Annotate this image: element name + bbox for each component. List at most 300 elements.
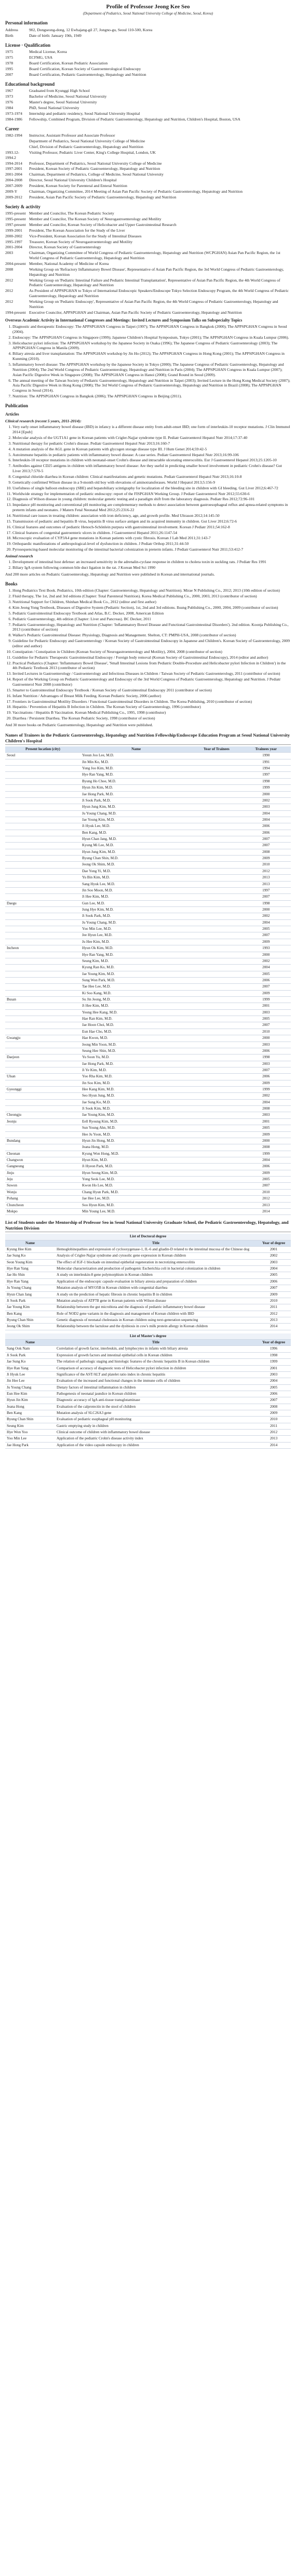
table-cell: Incheon [5,945,80,952]
table-cell: 2000 [241,952,291,958]
entry-text: Internship and pediatric residency, Seoul National University Hospital [29,111,140,116]
list-item: 2. Biliary IgA system following common bile duct ligation in the rat. J Korean Med Sci 1990 [12,565,291,570]
table-cell: Ben Kang [5,1410,55,1417]
table-cell: 1999 [241,1151,291,1157]
list-item: 1. Diagnostic and therapeutic Endoscopy: The APPSPGHAN Congress in Taipei (1997); The APPSPGHAN Congress in Bangkok (2000); The APPSPGHAN Congress in Seoul (2004). [12,324,291,335]
table-cell: Ji Hee Kim, M.D. [80,1003,192,1009]
table-cell: Jae Young Kim [5,1304,55,1311]
trainee-row [5,785,291,791]
master-table [5,1333,291,1449]
table-cell: Hyun Kim, M.D. [80,1157,192,1164]
table-cell [192,952,241,958]
table-cell [192,913,241,919]
table-cell [5,849,80,855]
entry-row [5,183,291,189]
trainee-row [5,766,291,772]
list-item: 7. Nutrition: The APPSPGHAN Congress in Bangkok (2006); The APPSPGHAN Congress in Beijing (2011). [12,394,291,399]
trainee-row [5,836,291,843]
list-item: 12. Diagnosis of Wilson disease in young children: molecular genetic testing and a paradigm shift from the laboratory diagnosis. Pediatr Res 2012;72:96-101 [12,497,291,502]
table-cell: Jeong Ok Shim, M.D. [80,862,192,868]
trainee-row [5,1061,291,1067]
table-cell: Hae Ran Kim, M.D. [80,1016,192,1022]
table-cell: Jeong Min Yoon, M.D. [80,1042,192,1048]
entry-text: Board Certification, Pediatric Gastroenterology, Hepatology and Nutrition [29,72,146,77]
trainee-row [5,945,291,952]
table-cell [192,984,241,990]
list-item: 17. Clinical features of congenital gastroenteric ulcers in children. J Gastroenterol Hepatol 2011;26:1147-54 [12,530,291,536]
table-cell: Yong Joo Kim, M.D. [80,766,192,772]
table-cell: Kyung Mi Lee, M.D. [80,843,192,849]
table-cell: Mokpo [5,1208,80,1214]
trainee-row [5,868,291,874]
table-cell: 1999 [257,1359,291,1365]
table-cell: Evaluation of the increased and functional changes in the immune cells of children [55,1378,257,1384]
table-cell: A study on the prediction of hepatic fibrosis in chronic hepatitis B in children [55,1291,257,1298]
table-cell [192,887,241,893]
list-item: 5. Pediatric Gastrointestinal Endoscopy Textbook and Atlas, B.C. Decker, 2008, American Edition [12,611,291,616]
list-item: 18. Microscopic evaluation of CYP3A4 gene mutations in Korean patients with cystic fibrosis. Korean J Lab Med 2011;31:143-7 [12,536,291,541]
table-cell [192,797,241,804]
list-item: 1. Very early onset inflammatory bowel disease (IBD) in infancy is a different disease entity from adult-onset IBD; one form of interleukin-10 receptor mutations. J Clin Immunol 2014 [Epub] [12,424,291,435]
entry-text: Working Group on 'Refractory Inflammatory Bowel Disease', Representative of Asian Pan Pacific Region, the 3rd World Congress of Pediatric Gastroenterology, Hepatology and Nutrition [29,266,284,277]
table-cell [192,939,241,945]
animal-heading: Animal research [5,554,33,559]
table-cell [192,1003,241,1009]
table-cell: 2004 [241,817,291,823]
entry-text: PhD, Seoul National University [29,105,79,111]
list-item: 9. Guideline for Pediatric Endoscopy and Gastroenterology / Korean Society of Gastrointestinal Endoscopy in Japanese and Children's. Korean Society of Gastroenterology, 2009 (editor and author) [12,638,291,649]
table-cell [5,965,80,971]
table-cell: Mutation analysis of ATP7B gene in Korean patients with Wilson disease [55,1298,257,1304]
table-cell [5,1131,80,1138]
entry-year [5,144,26,150]
trainees-col-year-of-trainees: Year of Trainees [192,746,241,753]
table-cell: Chuncheon [5,1202,80,1208]
trainee-row [5,1080,291,1086]
table-cell: Jae Young Kim, M.D. [80,971,192,977]
table-cell [192,1151,241,1157]
doctoral-row [5,1272,291,1278]
table-cell: Hyun Chan Jang, M.D. [80,836,192,843]
table-cell: Application of the video capsule endoscopy in children [55,1442,257,1448]
table-cell: 2005 [241,1125,291,1131]
entry-text: Instructor, Assistant Professor and Associate Professor [29,133,115,138]
master-col-year: Year of degree [257,1340,291,1346]
trainee-row [5,1099,291,1105]
list-item: 8. Walker's Pediatric Gastrointestinal Disease: Physiology, Diagnosis and Management. Shelton, CT: PMPH-USA, 2008 (contributor of section) [12,633,291,638]
trainee-row [5,810,291,817]
trainee-row [5,926,291,932]
entry-row [5,61,291,66]
table-cell [5,894,80,900]
doctoral-col-title: Title [55,1240,257,1246]
entry-text: Director, Seoul National University Children's Hospital [29,178,117,183]
table-cell [5,804,80,810]
table-cell [5,1080,80,1086]
entry-row [5,111,291,116]
trainee-row [5,1042,291,1048]
table-cell: Jeju [5,1177,80,1183]
entry-text: Bachelor of Medicine, Seoul National University [29,94,107,99]
trainees-col-name: Name [80,746,192,753]
entry-text: Chairman, Organizing Committee, 2014 Meeting of Asian Pan Pacific Society of Pediatric Gastroenterology, Hepatology and Nutrition [29,189,243,194]
table-cell [5,875,80,881]
table-cell: Yu Soon Yu, M.D. [80,1055,192,1061]
table-cell: 2007 [241,1183,291,1189]
table-cell [5,759,80,765]
table-cell: 2005 [241,971,291,977]
entry-row [5,211,291,216]
trainee-row [5,894,291,900]
table-cell [192,1157,241,1164]
table-cell: Hye Ran Yang [5,1365,55,1371]
list-item: 17. Frontiers in Gastrointestinal Motility Disorders / Functional Gastrointestinal Disorders in Children. The Korea Publishing, 2010 (contributor of section) [12,699,291,704]
entry-year: 1967 [5,88,14,94]
table-cell [192,1080,241,1086]
entry-text: President, Asian Pan Pacific Society of Pediatric Gastroenterology, Hepatology and Nutrition [29,194,177,199]
entry-row [5,261,291,266]
table-cell: 2006 [257,1278,291,1285]
trainee-row [5,1208,291,1214]
master-row [5,1404,291,1410]
table-cell [192,1042,241,1048]
entry-row [5,234,291,239]
entry-text: Treasurer, Korean Society of Neurogastroenterology and Motility [29,239,133,244]
table-cell: Ji Hyuk Lee [5,1371,55,1378]
table-cell: Application of the endoscopic capsule evaluation in biliary atresia and preparation of children [55,1278,257,1285]
table-cell: Relationship between the gut microbiota and the diagnosis of pediatric inflammatory bowel disease [55,1304,257,1311]
table-cell [192,1183,241,1189]
table-cell: Yoo Min Lee, M.D. [80,926,192,932]
entry-year: Address [5,28,18,33]
table-cell: Jae Ho Shin [5,1272,55,1278]
table-cell: Ju Young Chang, M.D. [80,919,192,926]
list-item: 4. Biliary atresia and liver transplantation: The APPSPGHAN workshop by Jin Ho (2012); The APPSPGHAN Congress in Hong Kong (2001); The APPSPGHAN Congress in Kunming (2010). [12,351,291,362]
trainee-row [5,919,291,926]
table-cell: 1996 [257,1346,291,1352]
doctoral-row [5,1317,291,1324]
list-item: 4. Kim Jeong Yong Textbook, Diseases of Digestive System (Pediatric Section), 1st, 2nd and 3rd editions. Ilsung Publishing Co., 2000, 2004, 2009 (contributor of section) [12,605,291,610]
table-cell [5,952,80,958]
entry-row [5,178,291,183]
table-cell: Molecular characterization and production of pathogenic Escherichia coli in bacterial colonization in children [55,1266,257,1272]
table-cell [5,906,80,913]
entry-year: 1995-present [5,217,26,222]
table-cell: 2003 [241,1112,291,1118]
table-cell [192,823,241,830]
master-row [5,1423,291,1429]
table-cell: Hyun Jin Kim [5,1397,55,1404]
table-cell [5,1106,80,1112]
doctoral-row [5,1324,291,1330]
table-cell: Ji Sook Kim, M.D. [80,1106,192,1112]
table-cell: Eun Hee Kim [5,1391,55,1397]
table-cell: Significance of the AST/ALT and platelet ratio index in chronic hepatitis [55,1371,257,1378]
table-cell: Evaluation of the calprotectin in the stool of children [55,1404,257,1410]
table-cell: 2013 [257,1317,291,1324]
table-cell [5,797,80,804]
table-cell [192,1099,241,1105]
table-cell [5,817,80,823]
table-cell [192,1118,241,1125]
trainee-row [5,952,291,958]
table-cell: Bundang [5,1138,80,1144]
table-cell: 2003 [241,804,291,810]
table-cell [192,830,241,836]
master-row [5,1352,291,1358]
table-cell: 2001 [257,1365,291,1371]
table-cell: 2004 [241,919,291,926]
table-cell: 2007 [257,1397,291,1404]
table-cell: 1998 [241,778,291,784]
table-cell [192,977,241,983]
table-cell: Hye Won Yoo [5,1430,55,1436]
list-item: 5. Autoimmune hepatitis in pediatric patients with inflammatory bowel disease: A case series. Pediatr Gastroenterol Hepatol Nutr 2013;16:99-106 [12,452,291,458]
table-cell: Hye Ran Yang [5,1278,55,1285]
master-row [5,1430,291,1436]
entry-text: Graduated from Kyunggi High School [29,88,90,94]
entry-year: 1976 [5,100,14,105]
list-item: 3. Helicobacter pylori infection: The APPSPGHAN workshop by the Japanese Society in Osaka (1996); The Japanese Congress of Pediatric Gastroenterology (2003); The APPSPGHAN Congress in Manila (2009). [12,341,291,351]
entry-year: 2001-2004 [5,172,22,177]
table-cell: 2006 [241,823,291,830]
table-cell: 2009 [257,1291,291,1298]
table-cell [5,1022,80,1029]
master-row [5,1391,291,1397]
table-cell: Dae Yong Yi, M.D. [80,868,192,874]
trainee-row [5,1202,291,1208]
table-cell: 2004 [241,965,291,971]
table-cell: 2007 [257,1285,291,1291]
table-cell: Ben Kang [5,1311,55,1317]
table-cell: Hae Kwon, M.D. [80,1035,192,1042]
table-cell [5,971,80,977]
table-cell [192,1022,241,1029]
table-cell: Jae Young Kim, M.D. [80,817,192,823]
table-cell [5,778,80,784]
table-cell [5,1144,80,1151]
table-cell: Genetic diagnosis of neonatal cholestasis in Korean children using next-generation sequencing [55,1317,257,1324]
master-row [5,1346,291,1352]
table-cell: 2005 [257,1272,291,1278]
table-cell [192,868,241,874]
table-cell [192,875,241,881]
profile-page [5,0,291,1449]
entry-text: 902, Dongseong-dong, 12 Ewhajang-gil 27, Jongno-gu, Seoul 110-500, Korea [29,28,153,33]
table-cell [5,1099,80,1105]
entry-text: Working Group on 'Pediatric Intestinal Failure and Pediatric Intestinal Transplantation', Representative of Asian Pan Pacific Region, the 4th World Congress of Pediatric Gastroenterology, Hepatology and Nutrition [29,277,280,288]
table-cell: Jeana Hong, M.D. [80,1144,192,1151]
overseas-list [5,324,291,399]
table-cell: Sang Hyuk Lee, M.D. [80,881,192,887]
entry-row [5,49,291,55]
entry-year: 1984 [5,105,14,111]
trainee-row [5,753,291,759]
table-cell [192,1196,241,1202]
trainees-col-trainees-year: Trainees year [241,746,291,753]
table-cell: 2005 [257,1384,291,1391]
table-cell [192,1067,241,1073]
table-cell: Seung Kim, M.D. [80,958,192,964]
table-cell: Jeong Ok Shim [5,1324,55,1330]
trainee-row [5,759,291,765]
entry-row [5,88,291,94]
entry-year: 1978 [5,61,14,66]
doctoral-table [5,1234,291,1330]
list-item: 6. The annual meeting of the Taiwan Society of Pediatric Gastroenterology, Hepatology and Nutrition in Taipei (2003); Invited Lecture in the Hong Kong Medical Society (2007); Asia Pacific Digestive Week in Hong Kong (2008); The 3rd World Congress of Pediatric Gastroenterology, Hepatology and Nutrition in Brazil (2008); The APPSPGHAN Congress in Seoul (2014). [12,378,291,394]
table-cell: 1997 [241,887,291,893]
entry-year: 2009-Y [5,189,18,194]
table-cell [5,1009,80,1016]
table-cell [192,1106,241,1112]
table-cell: 2007 [241,894,291,900]
table-cell: 2013 [241,1202,291,1208]
entry-text: Chairman, Department of Pediatrics, College of Medicine, Seoul National University [29,172,164,177]
trainee-row [5,913,291,919]
table-cell: Hyun Jung Kim, M.D. [80,804,192,810]
table-cell: Jinju [5,1170,80,1176]
entry-text: ECFMG, USA [29,55,53,60]
table-cell: Ji Hee Kim, M.D. [80,894,192,900]
table-cell: 2013 [257,1436,291,1442]
table-cell [192,900,241,906]
career-list [5,133,291,199]
list-item: 7. Pediatric Gastroenterology, Hepatology and Nutrition (Chapter: 'Inflammatory Bowel Disease and Functional Gastrointestinal Disorders'). 2nd edition. Koonja Publishing Co., 2013 (contributor of section) [12,622,291,633]
table-cell: Hyun Chan Jang [5,1291,55,1298]
table-cell [192,881,241,887]
table-cell: Pathogenesis of neonatal jaundice in Korean children [55,1391,257,1397]
table-cell: 2009 [241,939,291,945]
trainee-row [5,804,291,810]
table-cell: 2000 [241,1035,291,1042]
table-cell [192,1074,241,1080]
entry-year: 1994-2014 [5,161,22,166]
table-cell [192,1029,241,1035]
table-cell: 2010 [257,1417,291,1423]
table-cell [192,1055,241,1061]
table-cell: 2004 [257,1378,291,1384]
table-cell [5,856,80,862]
table-cell: 1998 [241,900,291,906]
entry-text: Date of birth: January 19th, 1949 [29,33,82,38]
doctoral-body [5,1247,291,1330]
trainee-row [5,1157,291,1164]
table-cell: The relation of pathologic staging and histologic features of the chronic hepatitis B in Korean children [55,1359,257,1365]
table-cell: 2003 [241,1061,291,1067]
table-cell: 2007 [241,843,291,849]
entry-year: 1994-present [5,310,26,315]
table-cell: 2002 [241,913,291,919]
table-cell [192,990,241,996]
table-cell: Ju Young Chang [5,1384,55,1391]
trainee-row [5,932,291,939]
table-cell: Wonju [5,1189,80,1195]
trainee-row [5,1196,291,1202]
table-cell: 2011 [257,1304,291,1311]
table-cell: Pohang [5,1196,80,1202]
table-cell: Jae Hong Park, M.D. [80,791,192,797]
entry-year: 2009-2012 [5,194,22,199]
table-cell: 2013 [241,875,291,881]
table-cell: Eell Ryoung Kim, M.D. [80,1118,192,1125]
table-cell: 2012 [257,1430,291,1436]
list-item: 20. Pyrosequencing-based molecular monitoring of the intestinal bacterial colonization in preterm infants. J Pediatr Gastroenterol Nutr 2011;53:412-7 [12,547,291,552]
table-cell: Yeoun Joo Lee, M.D. [80,753,192,759]
entry-row [5,195,291,200]
trainee-row [5,977,291,983]
doctoral-row [5,1278,291,1285]
table-cell: 2009 [241,1131,291,1138]
section-heading-education: Educational background [5,81,55,87]
entry-row [5,94,291,99]
table-cell: 2002 [241,1093,291,1099]
table-cell: Seung Kim [5,1423,55,1429]
master-row [5,1417,291,1423]
table-cell [5,868,80,874]
table-cell: Gwangju [5,1035,80,1042]
master-row [5,1397,291,1404]
list-item: 2. Molecular analysis of the UGT1A1 gene in Korean patients with Crigler-Najjar syndrome type II. Pediatr Gastroenterol Hepatol Nutr 2014;17:37-40 [12,435,291,441]
table-cell: Comparison of accuracy of diagnostic tests of Helicobacter pylori infection in children [55,1365,257,1371]
table-cell: Eun Hae Cho, M.D. [80,1029,192,1035]
entry-year: 2007-2009 [5,183,22,189]
table-cell: Hye Ran Yang, M.D. [80,772,192,778]
table-cell: Daegu [5,900,80,906]
table-cell: Hye Ran Yang, M.D. [80,952,192,958]
education-list [5,88,291,122]
table-cell: Soo Hyun Kim, M.D. [80,1202,192,1208]
doctoral-col-name: Name [5,1240,55,1246]
entry-text: As President of APPSPGHAN to Tokyo of International Endoscopic Speakers/Endoscope Tokyo Selection Endoscopy Program, the 4th World Congress of Pediatric Gastroenterology, Hepatology and Nutrition [29,288,289,299]
table-cell: Suwon [5,1183,80,1189]
trainee-row [5,797,291,804]
table-cell [192,1112,241,1118]
table-cell [192,856,241,862]
entry-text: Department of Pediatrics, Seoul National University College of Medicine [29,139,145,144]
master-row [5,1384,291,1391]
table-cell: 2001 [257,1247,291,1253]
trainee-row [5,1029,291,1035]
entry-row [5,288,291,299]
table-cell [192,945,241,952]
table-cell [192,817,241,823]
list-item: 11. Worldwide strategy for implementation of pediatric endoscopy: report of the FISPGHAN Working Group. J Pediatr Gastroenterol Nutr 2012;55:630-6 [12,491,291,497]
entry-row [5,33,291,38]
table-cell: 1993 [241,945,291,952]
entry-year: 2001-2004 [5,245,22,250]
table-cell: Sang Ook Nam [5,1346,55,1352]
trainee-row [5,817,291,823]
table-cell: 2008 [257,1404,291,1410]
table-cell: 2007 [241,984,291,990]
master-row [5,1442,291,1448]
list-item: 3. Nutritional Support for Children, Shinhan Medical Book Co., 2012 (editor and first author) [12,599,291,605]
entry-row [5,144,291,150]
doctoral-row [5,1259,291,1265]
table-cell: 1990 [241,753,291,759]
table-cell [5,823,80,830]
table-cell [5,785,80,791]
table-cell: Yu Bin Kim, M.D. [80,875,192,881]
trainee-row [5,971,291,977]
trainee-row [5,823,291,830]
table-cell: Gastric emptying study in children [55,1423,257,1429]
table-cell: 2005 [241,1016,291,1022]
table-cell: 2003 [257,1371,291,1378]
table-cell [5,810,80,817]
table-cell: Evaluation of pediatric esophageal pH monitoring [55,1417,257,1423]
doctoral-row [5,1285,291,1291]
